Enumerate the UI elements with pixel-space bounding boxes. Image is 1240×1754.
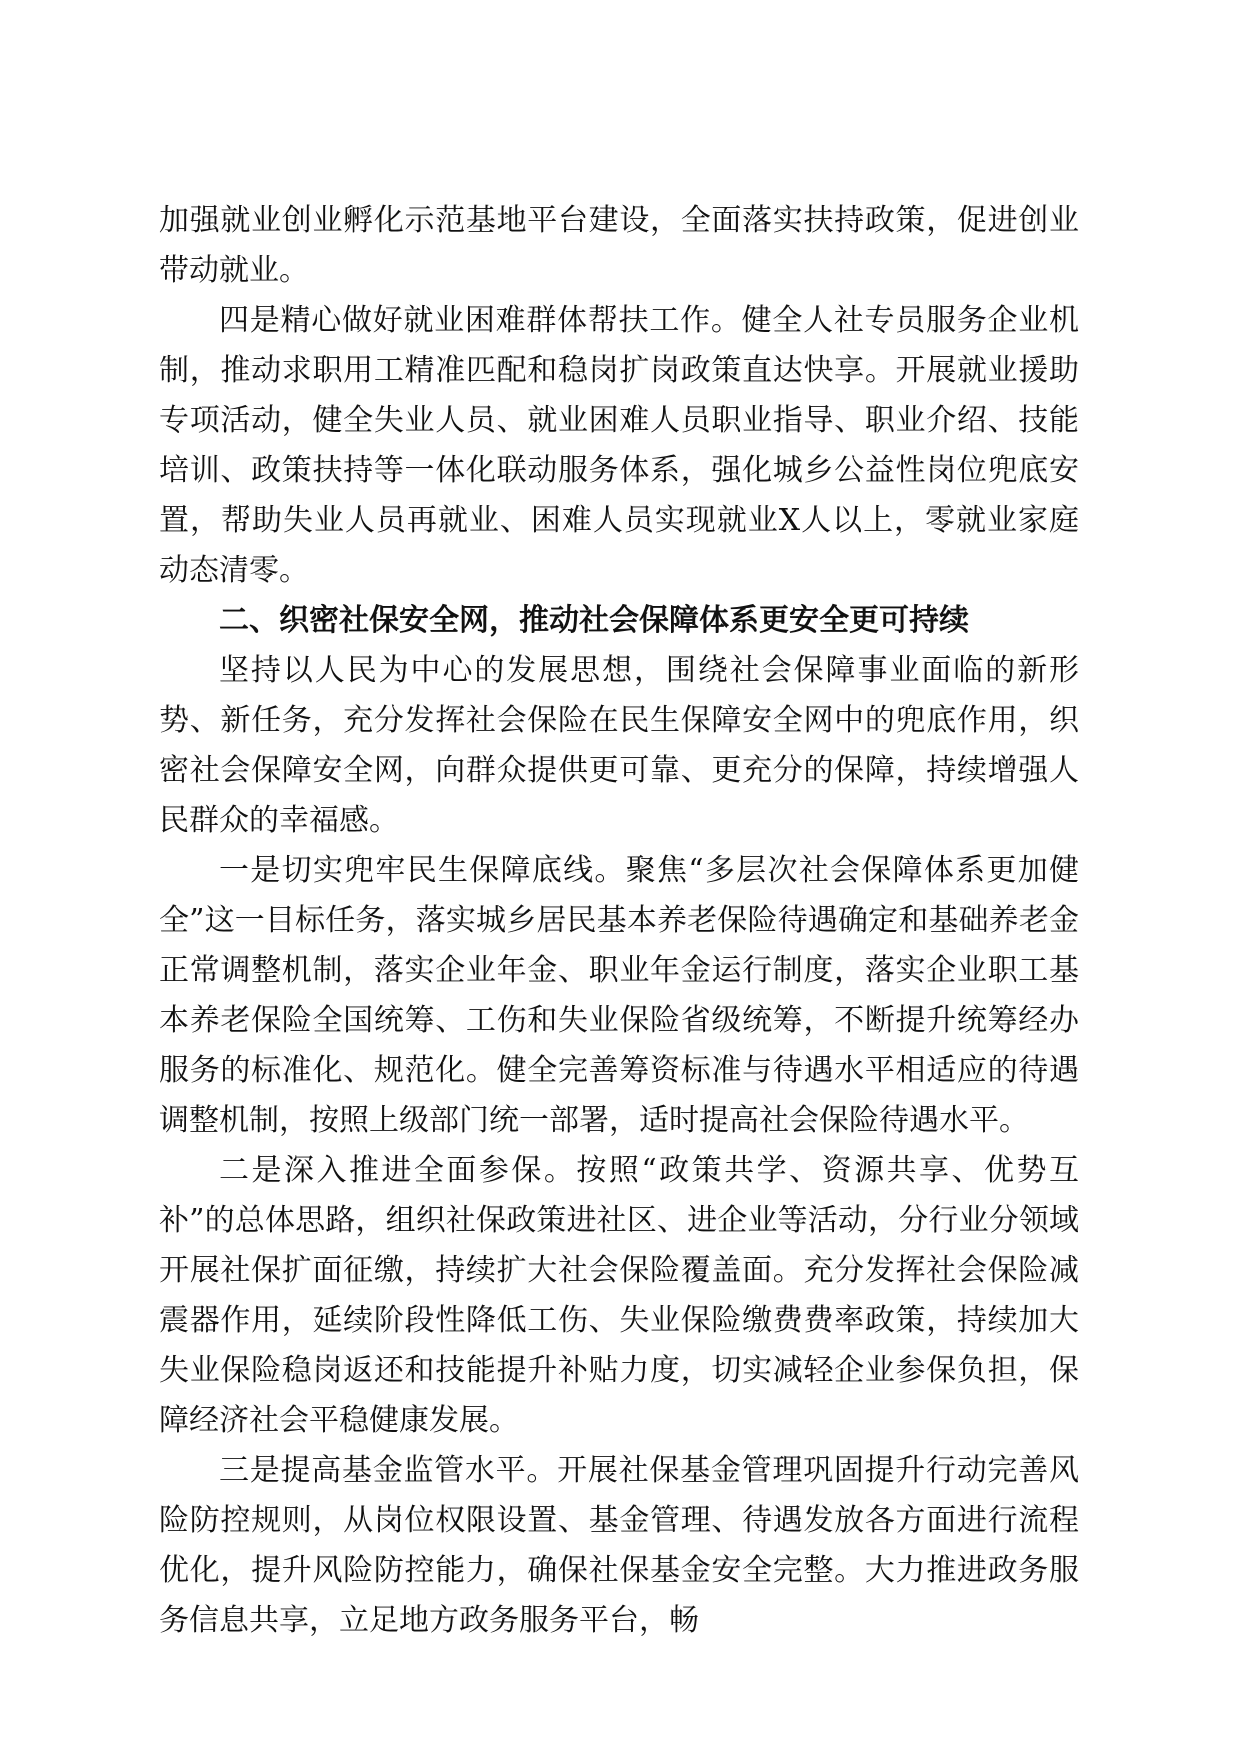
section-heading: 二、织密社保安全网，推动社会保障体系更安全更可持续	[219, 603, 969, 638]
paragraph-1: 加强就业创业孵化示范基地平台建设，全面落实扶持政策，促进创业带动就业。	[159, 203, 1079, 288]
paragraph-3: 坚持以人民为中心的发展思想，围绕社会保障事业面临的新形势、新任务，充分发挥社会保险在民生保障安全网中的兜底作用，织密社会保障安全网，向群众提供更可靠、更充分的保障，持续增强人民群众的幸福感。	[159, 653, 1079, 838]
document-body	[159, 196, 1079, 1646]
paragraph-4: 一是切实兜牢民生保障底线。聚焦“多层次社会保障体系更加健全”这一目标任务，落实城乡居民基本养老保险待遇确定和基础养老金正常调整机制，落实企业年金、职业年金运行制度，落实企业职工基本养老保险全国统筹、工伤和失业保险省级统筹，不断提升统筹经办服务的标准化、规范化。健全完善筹资标准与待遇水平相适应的待遇调整机制，按照上级部门统一部署，适时提高社会保险待遇水平。	[159, 853, 1079, 1138]
paragraph-6: 三是提高基金监管水平。开展社保基金管理巩固提升行动完善风险防控规则，从岗位权限设置、基金管理、待遇发放各方面进行流程优化，提升风险防控能力，确保社保基金安全完整。大力推进政务服务信息共享，立足地方政务服务平台，畅	[159, 1453, 1079, 1638]
paragraph-2: 四是精心做好就业困难群体帮扶工作。健全人社专员服务企业机制，推动求职用工精准匹配和稳岗扩岗政策直达快享。开展就业援助专项活动，健全失业人员、就业困难人员职业指导、职业介绍、技能培训、政策扶持等一体化联动服务体系，强化城乡公益性岗位兜底安置，帮助失业人员再就业、困难人员实现就业X人以上，零就业家庭动态清零。	[159, 303, 1079, 588]
paragraph-5: 二是深入推进全面参保。按照“政策共学、资源共享、优势互补”的总体思路，组织社保政策进社区、进企业等活动，分行业分领域开展社保扩面征缴，持续扩大社会保险覆盖面。充分发挥社会保险减震器作用，延续阶段性降低工伤、失业保险缴费费率政策，持续加大失业保险稳岗返还和技能提升补贴力度，切实减轻企业参保负担，保障经济社会平稳健康发展。	[159, 1153, 1079, 1438]
